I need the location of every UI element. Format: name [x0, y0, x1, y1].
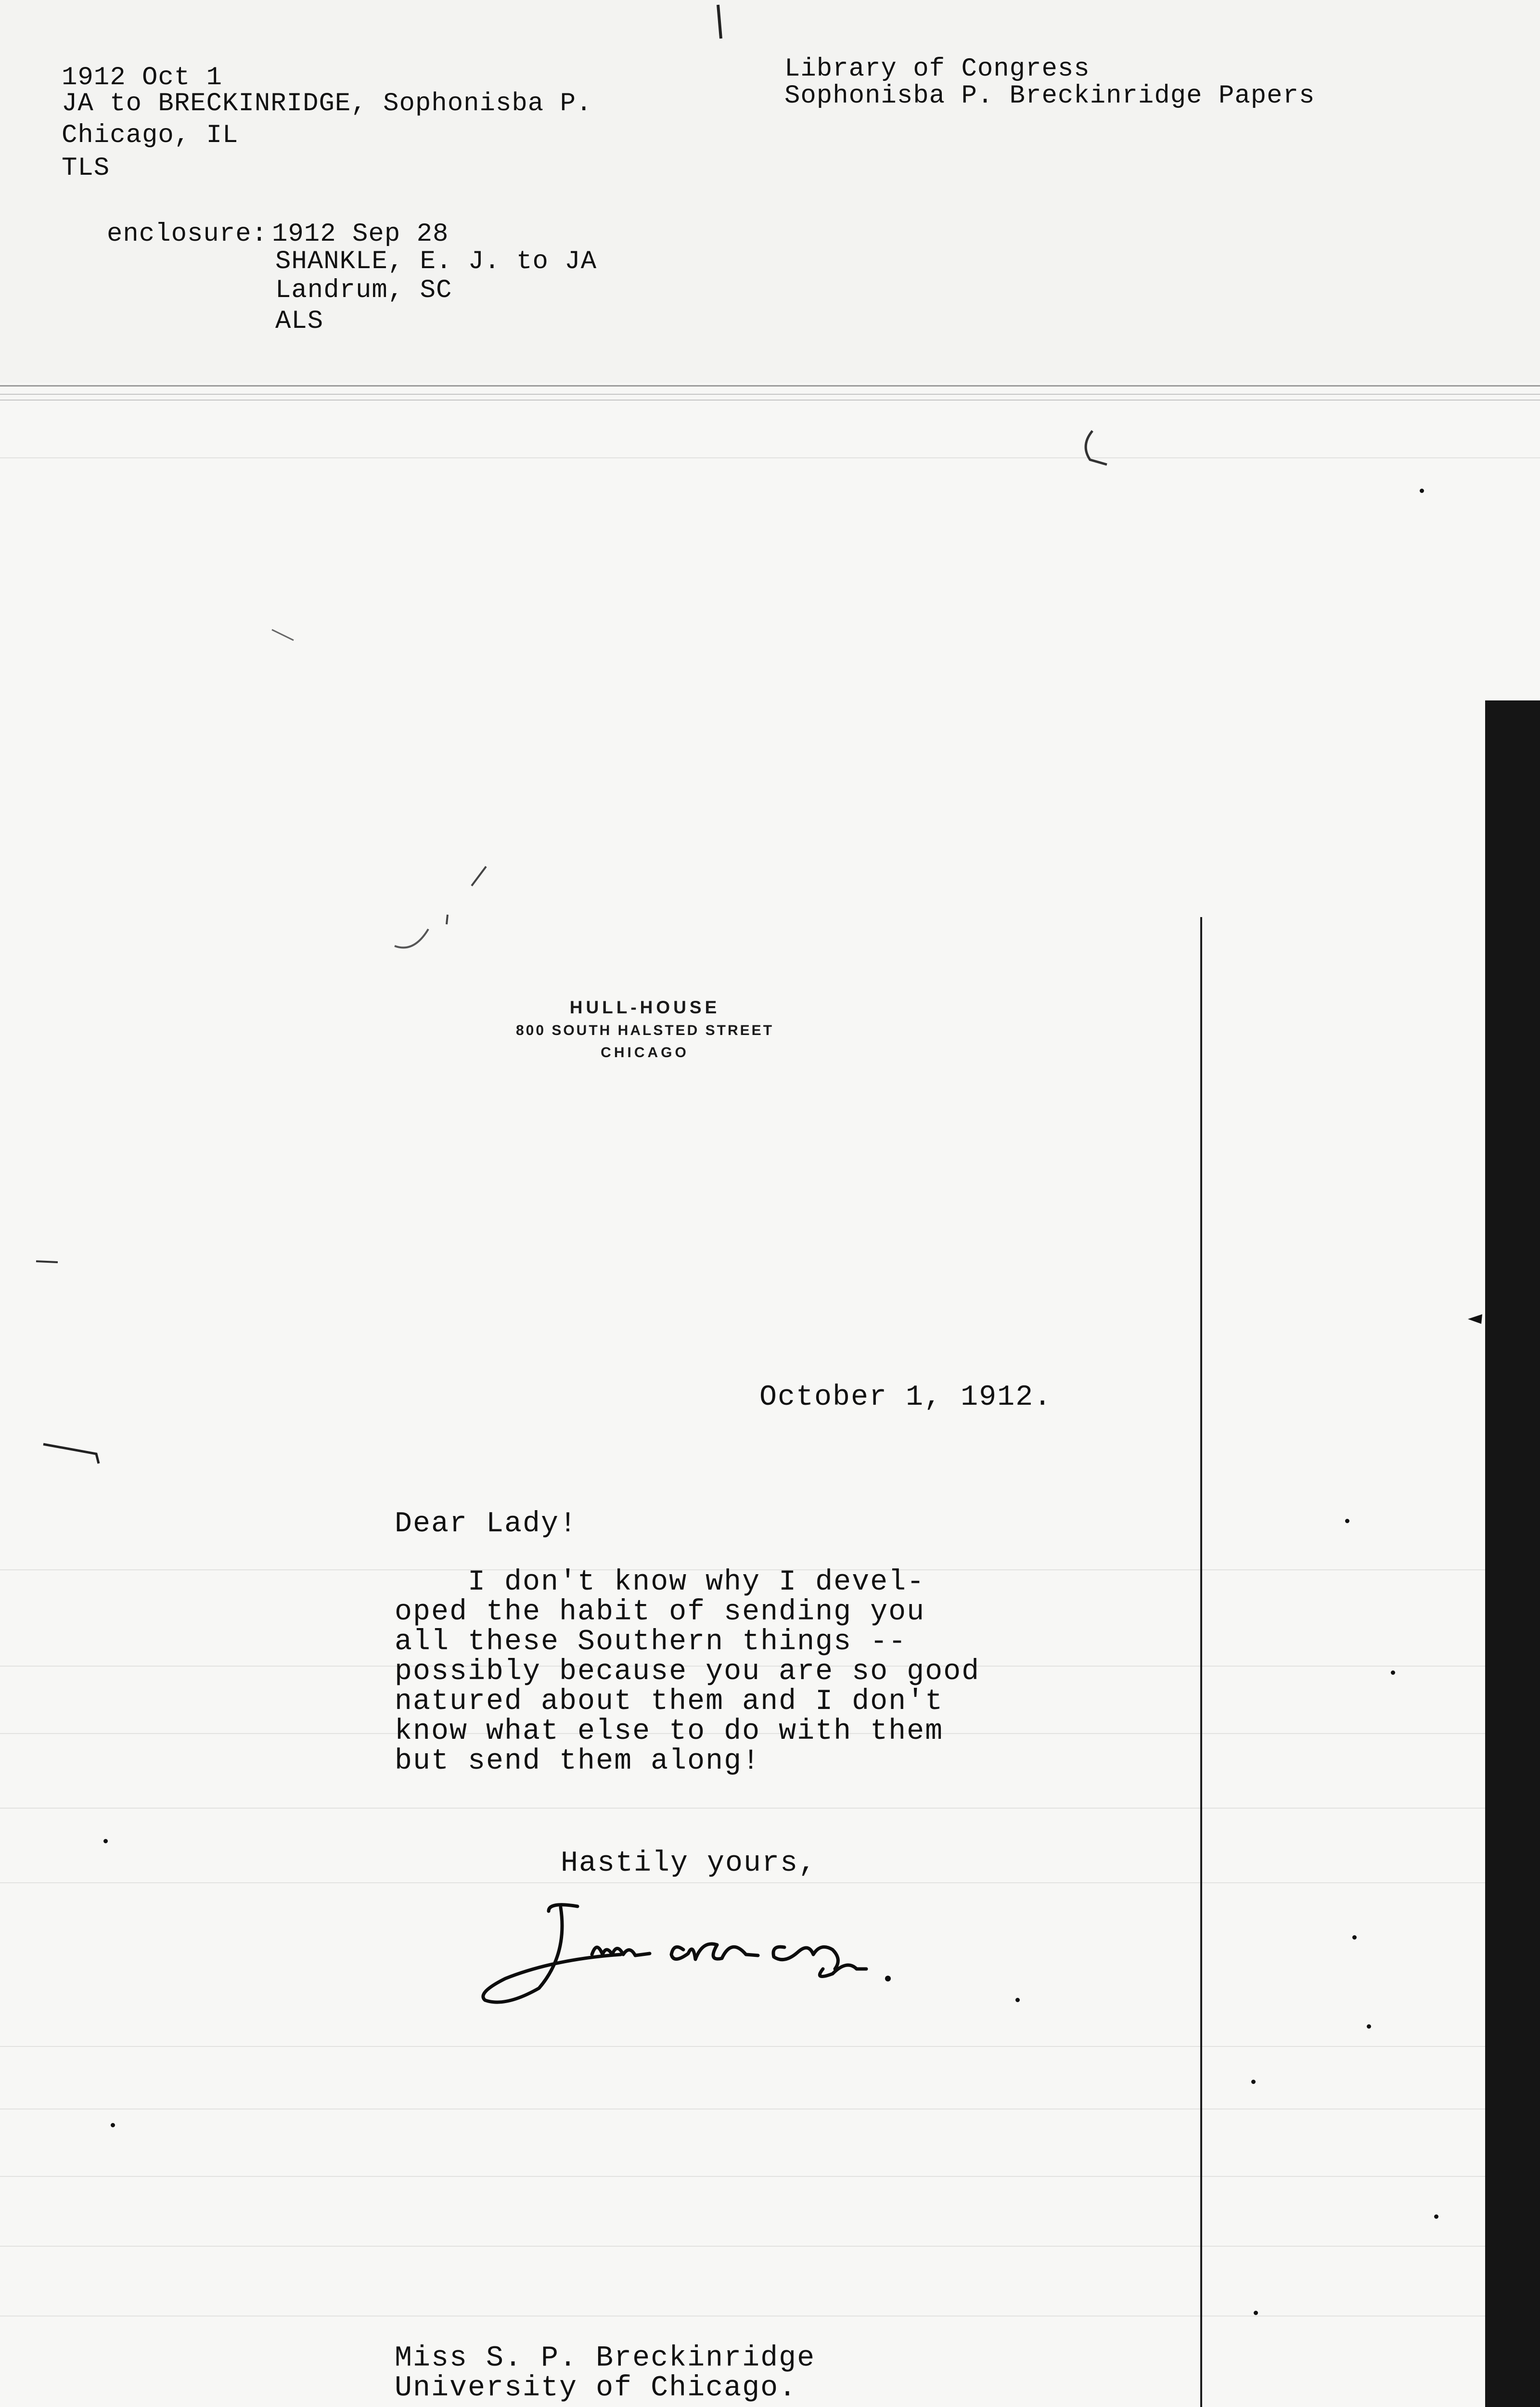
- speck: [1367, 2024, 1371, 2029]
- scan-edge-bar: [1485, 700, 1540, 2407]
- speck: [111, 2123, 115, 2127]
- scan-mark: [375, 857, 510, 963]
- letterhead: [448, 996, 842, 1064]
- speck: [1254, 2311, 1258, 2315]
- scan-mark: [270, 626, 298, 645]
- paper-rule: [0, 2246, 1540, 2247]
- speck: [1391, 1670, 1395, 1675]
- catalog-card: [0, 0, 1540, 383]
- speck: [1434, 2214, 1438, 2219]
- letter-body-line: oped the habit of sending you: [395, 1596, 925, 1629]
- catalog-place: Chicago, IL: [62, 121, 239, 150]
- enclosure-doc-type: ALS: [275, 307, 324, 336]
- catalog-correspondents: JA to BRECKINRIDGE, Sophonisba P.: [62, 89, 592, 118]
- scan-mark: [1463, 1309, 1492, 1329]
- letter-closing: Hastily yours,: [561, 1847, 817, 1880]
- catalog-repository: Library of Congress: [784, 54, 1090, 84]
- scan-mark: [34, 1252, 63, 1271]
- signature-image: [476, 1897, 1035, 2012]
- margin-line: [1200, 917, 1202, 2407]
- paper-rule: [0, 2046, 1540, 2047]
- catalog-collection: Sophonisba P. Breckinridge Papers: [784, 81, 1315, 111]
- speck: [1251, 2080, 1256, 2084]
- catalog-date: 1912 Oct 1: [62, 63, 223, 92]
- letter-date: October 1, 1912.: [759, 1381, 1052, 1414]
- scan-mark: [38, 1435, 106, 1468]
- paper-rule: [0, 1808, 1540, 1809]
- enclosure-correspondents: SHANKLE, E. J. to JA: [275, 247, 597, 276]
- letter-body-line: natured about them and I don't: [395, 1685, 944, 1718]
- letter-body-line: I don't know why I devel-: [395, 1566, 925, 1599]
- catalog-doc-type: TLS: [62, 154, 110, 183]
- letterhead-street: 800 SOUTH HALSTED STREET: [515, 1022, 774, 1038]
- letter-body-line: all these Southern things --: [395, 1626, 907, 1658]
- letterhead-name: HULL-HOUSE: [569, 997, 720, 1017]
- enclosure-place: Landrum, SC: [275, 276, 452, 305]
- card-separator-rule: [0, 385, 1540, 387]
- recipient-institution: University of Chicago.: [395, 2372, 797, 2405]
- card-separator-rule: [0, 394, 1540, 395]
- scan-mark: [712, 0, 727, 43]
- paper-rule: [0, 457, 1540, 458]
- enclosure-label: enclosure:: [107, 220, 268, 249]
- letter-salutation: Dear Lady!: [395, 1508, 578, 1540]
- speck: [103, 1839, 108, 1843]
- card-separator-rule: [0, 400, 1540, 401]
- scan-mark: [1078, 426, 1116, 469]
- speck: [1345, 1519, 1349, 1523]
- paper-rule: [0, 1882, 1540, 1883]
- letter-body-line: but send them along!: [395, 1745, 761, 1778]
- speck: [1352, 1935, 1357, 1940]
- letterhead-city: CHICAGO: [601, 1045, 689, 1061]
- enclosure-date: 1912 Sep 28: [272, 220, 449, 249]
- speck: [1420, 489, 1424, 493]
- letter-body-line: know what else to do with them: [395, 1715, 944, 1748]
- letter-body-line: possibly because you are so good: [395, 1656, 980, 1688]
- paper-rule: [0, 2176, 1540, 2177]
- recipient-name: Miss S. P. Breckinridge: [395, 2342, 816, 2375]
